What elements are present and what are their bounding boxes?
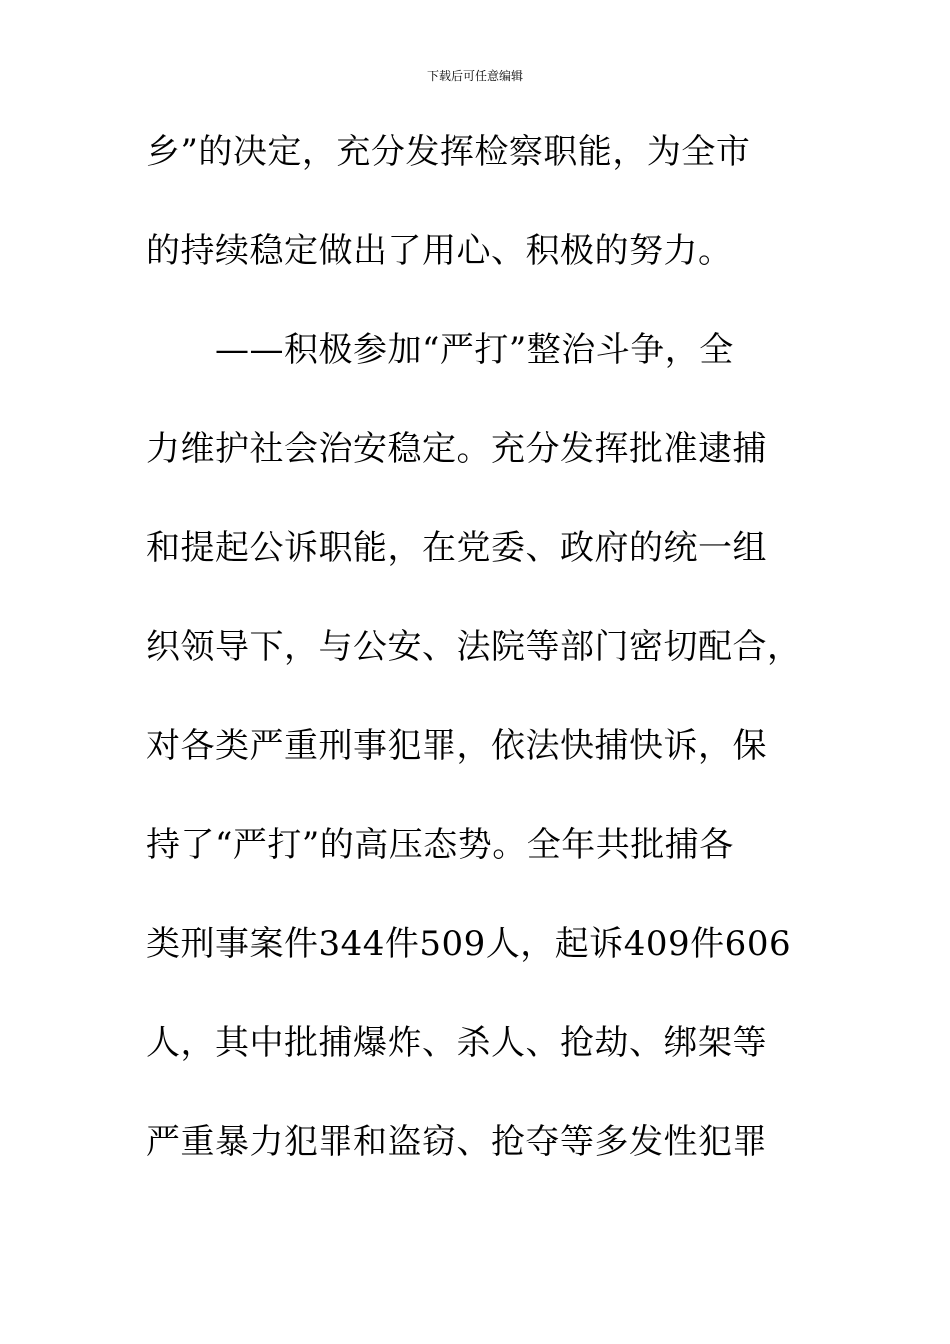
text-line: 人，其中批捕爆炸、杀人、抢劫、绑架等	[146, 1023, 767, 1063]
text-line: 乡”的决定，充分发挥检察职能，为全市	[146, 132, 751, 172]
text-line: 力维护社会治安稳定。充分发挥批准逮捕	[146, 429, 767, 469]
text-line: 织领导下，与公安、法院等部门密切配合，	[146, 627, 802, 667]
text-line: 类刑事案件344件509人，起诉409件606	[146, 924, 792, 964]
page-header: 下载后可任意编辑	[426, 69, 523, 83]
document-body	[146, 122, 846, 1211]
text-line: 严重暴力犯罪和盗窃、抢夺等多发性犯罪	[146, 1122, 767, 1162]
text-line: 对各类严重刑事犯罪，依法快捕快诉，保	[146, 726, 767, 766]
text-line: 的持续稳定做出了用心、积极的努力。	[146, 231, 733, 271]
text-line: 持了“严打”的高压态势。全年共批捕各	[146, 825, 734, 865]
text-line: 和提起公诉职能，在党委、政府的统一组	[146, 528, 767, 568]
text-line: ——积极参加“严打”整治斗争，全	[146, 330, 734, 370]
